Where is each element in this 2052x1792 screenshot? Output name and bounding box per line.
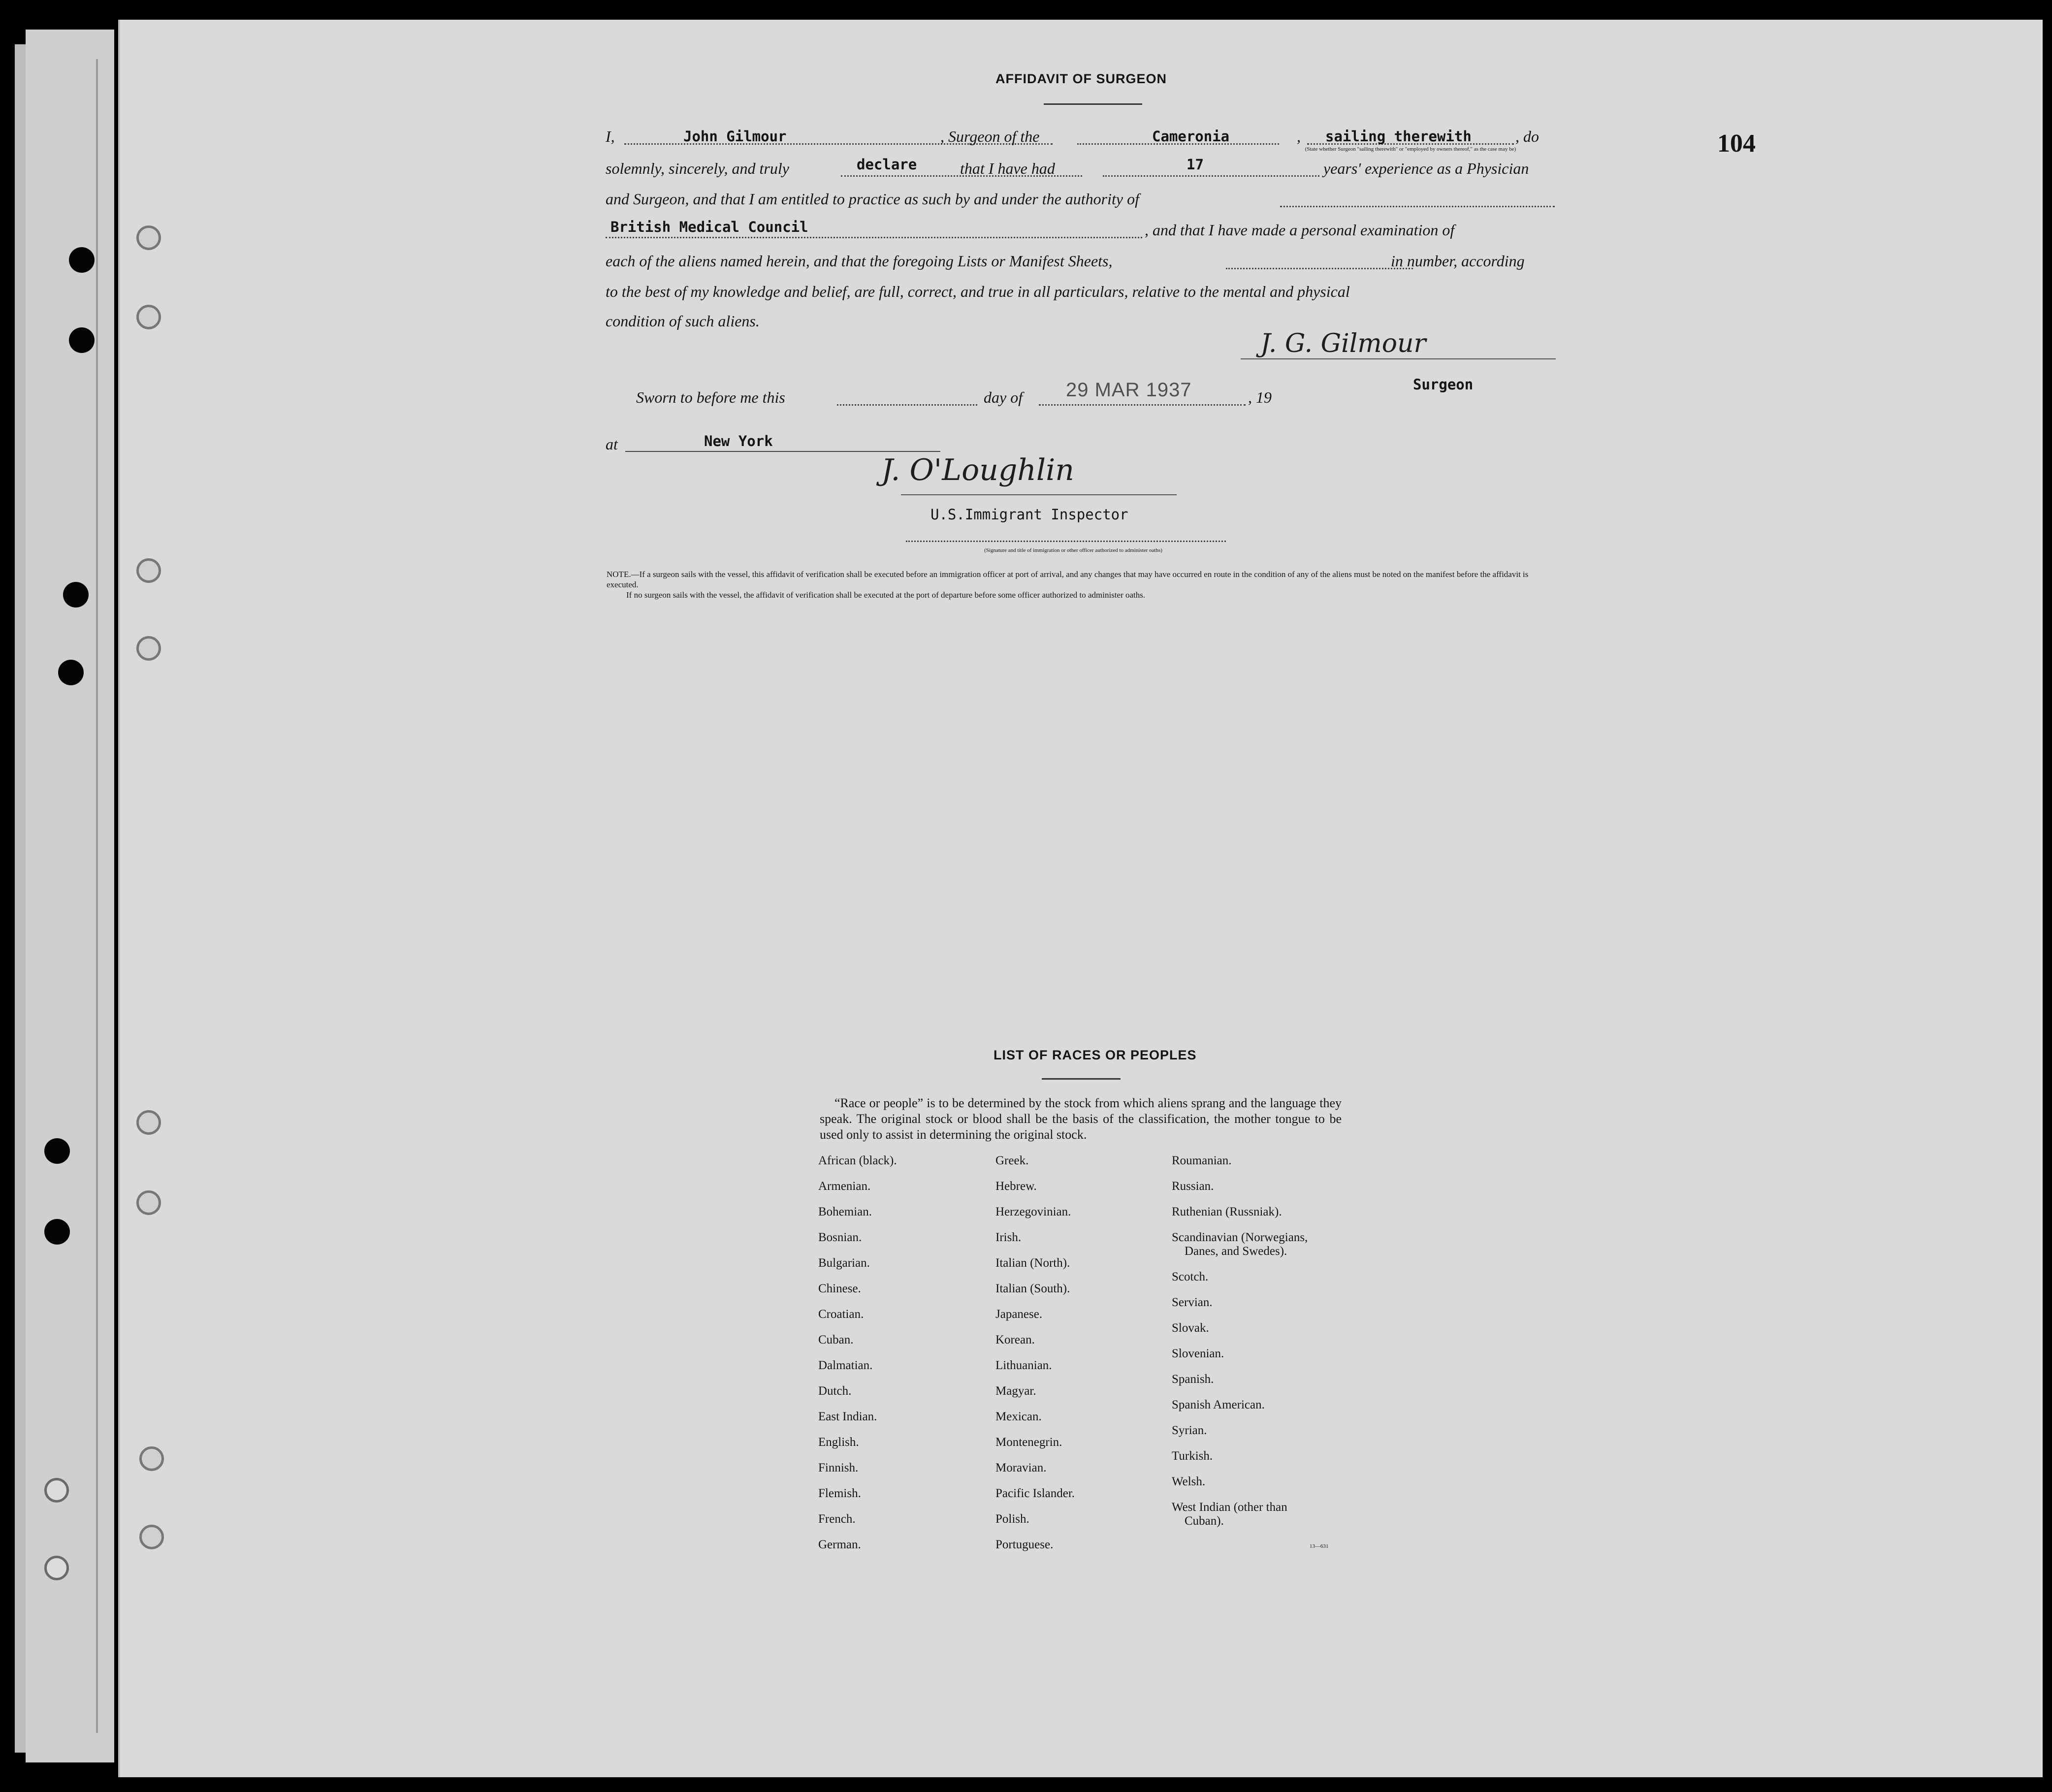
race-item: Finnish. <box>818 1461 859 1474</box>
sheet-count-blank <box>1226 268 1413 269</box>
race-item: Herzegovinian. <box>995 1205 1071 1218</box>
race-item: Cuban. <box>818 1333 854 1346</box>
affidavit-line-5: each of the aliens named herein, and that the foregoing Lists or Manifest Sheets, in number, according <box>606 252 1525 270</box>
races-column-2 <box>995 1153 1075 1563</box>
capacity-note: (State whether Surgeon "sailing therewith" or "employed by owners thereof," as the case may be) <box>1305 146 1516 152</box>
race-item: Magyar. <box>995 1384 1036 1398</box>
title-rule <box>1044 103 1142 105</box>
race-item: Mexican. <box>995 1410 1042 1423</box>
race-item: Flemish. <box>818 1487 861 1500</box>
race-item: Croatian. <box>818 1308 864 1321</box>
race-item: Italian (North). <box>995 1256 1070 1270</box>
race-item: African (black). <box>818 1154 897 1167</box>
affidavit-line-4: British Medical Council , and that I have made a personal examination of <box>606 219 1556 241</box>
affidavit-line-3: and Surgeon, and that I am entitled to practice as such by and under the authority of <box>606 188 1556 210</box>
reinforcement-ring <box>136 225 161 250</box>
affidavit-line-1: I, John Gilmour , Surgeon of the Cameronia , sailing therewith , do (State whether Surgeon "sailing therewith" or "employed by owners thereof," as the case may be) <box>606 126 1556 147</box>
race-item: Chinese. <box>818 1282 861 1295</box>
note-surgeon: NOTE.—If a surgeon sails with the vessel, this affidavit of verification shall be executed before an immigration officer at port of arrival, and any changes that may have occurred en route in the condition of any of the aliens must be noted on the manifest before the affidavit is executed. <box>607 570 1529 589</box>
race-item: Dutch. <box>818 1384 852 1398</box>
punch-hole <box>63 582 89 608</box>
race-item: Lithuanian. <box>995 1359 1052 1372</box>
affidavit-line-2: solemnly, sincerely, and truly declare that I have had 17 years' experience as a Physician <box>606 158 1556 179</box>
years-experience: 17 <box>1186 156 1204 173</box>
race-item: Welsh. <box>1172 1475 1206 1488</box>
race-item: Turkish. <box>1172 1449 1213 1463</box>
punch-hole <box>69 247 95 273</box>
reinforcement-ring <box>139 1446 164 1471</box>
punch-hole <box>44 1138 70 1164</box>
race-item: Bosnian. <box>818 1231 862 1244</box>
race-item: Armenian. <box>818 1180 871 1193</box>
surgeon-label: Surgeon <box>1413 376 1474 393</box>
surgeon-name: John Gilmour <box>683 128 787 145</box>
race-item: Roumanian. <box>1172 1154 1232 1167</box>
binding-crease <box>96 59 98 1733</box>
reinforcement-ring <box>44 1478 69 1503</box>
inspector-title: U.S.Immigrant Inspector <box>930 506 1128 523</box>
reinforcement-ring <box>136 1190 161 1215</box>
at-line: at New York <box>606 433 1556 455</box>
reinforcement-ring <box>136 636 161 661</box>
race-item: Hebrew. <box>995 1180 1037 1193</box>
race-item: Slovenian. <box>1172 1347 1224 1360</box>
race-item: Pacific Islander. <box>995 1487 1075 1500</box>
race-item: Portuguese. <box>995 1538 1054 1551</box>
race-item: Cuban). <box>1185 1514 1224 1528</box>
oath-place: New York <box>704 433 773 449</box>
races-column-1 <box>818 1153 897 1563</box>
race-item: Korean. <box>995 1333 1035 1346</box>
race-item: Scandinavian (Norwegians, <box>1172 1231 1308 1244</box>
race-item: English. <box>818 1436 859 1449</box>
surgeon-signature: J. G. Gilmour <box>1260 329 1426 358</box>
race-item: Italian (South). <box>995 1282 1070 1295</box>
race-item: Moravian. <box>995 1461 1047 1474</box>
punch-hole <box>58 660 84 685</box>
declaration-verb: declare <box>857 156 917 173</box>
race-item: Scotch. <box>1172 1270 1209 1283</box>
race-item: Irish. <box>995 1231 1022 1244</box>
inspector-signature: J. O'Loughlin <box>881 453 1074 487</box>
affidavit-line-6: to the best of my knowledge and belief, are full, correct, and true in all particulars, relative to the mental and physical <box>606 283 1350 300</box>
form-code: 13—631 <box>1310 1543 1329 1549</box>
race-item: Dalmatian. <box>818 1359 873 1372</box>
binding-edge <box>15 44 26 1753</box>
punch-hole <box>69 327 95 353</box>
binding-strip <box>26 30 114 1762</box>
race-item: Servian. <box>1172 1296 1213 1309</box>
reinforcement-ring <box>136 305 161 329</box>
reinforcement-ring <box>139 1525 164 1549</box>
signature-caption: (Signature and title of immigration or other officer authorized to administer oaths) <box>984 547 1162 553</box>
reinforcement-ring <box>44 1556 69 1580</box>
race-item: Ruthenian (Russniak). <box>1172 1205 1282 1218</box>
vessel-name: Cameronia <box>1152 128 1230 145</box>
races-rule <box>1042 1078 1121 1080</box>
race-item: Russian. <box>1172 1180 1214 1193</box>
punch-hole <box>44 1219 70 1245</box>
races-title: LIST OF RACES OR PEOPLES <box>994 1048 1197 1062</box>
races-intro: “Race or people” is to be determined by the stock from which aliens sprang and the language they speak. The original stock or blood shall be the basis of the classification, the mother tongue to be used only to assist in determining the original stock. <box>820 1096 1342 1142</box>
race-item: German. <box>818 1538 861 1551</box>
race-item: East Indian. <box>818 1410 877 1423</box>
sworn-line: Sworn to before me this day of , 19 <box>636 388 1272 406</box>
race-item: Spanish American. <box>1172 1398 1265 1411</box>
race-item: Spanish. <box>1172 1373 1214 1386</box>
races-column-3 <box>1172 1153 1308 1529</box>
race-item: Syrian. <box>1172 1424 1207 1437</box>
race-item: West Indian (other than <box>1172 1501 1287 1514</box>
race-item: Bohemian. <box>818 1205 872 1218</box>
race-item: Danes, and Swedes). <box>1185 1245 1287 1258</box>
race-item: French. <box>818 1512 856 1526</box>
race-item: Bulgarian. <box>818 1256 870 1270</box>
reinforcement-ring <box>136 558 161 583</box>
date-stamp: 29 MAR 1937 <box>1066 379 1192 401</box>
race-item: Slovak. <box>1172 1321 1209 1335</box>
affidavit-line-7: condition of such aliens. <box>606 312 760 330</box>
race-item: Montenegrin. <box>995 1436 1062 1449</box>
race-item: Polish. <box>995 1512 1029 1526</box>
note-no-surgeon: If no surgeon sails with the vessel, the affidavit of verification shall be executed at the port of departure before some officer authorized to administer oaths. <box>626 590 1146 600</box>
surgeon-capacity: sailing therewith <box>1325 128 1472 145</box>
race-item: Japanese. <box>995 1308 1043 1321</box>
reinforcement-ring <box>136 1110 161 1135</box>
affidavit-title: AFFIDAVIT OF SURGEON <box>995 71 1167 86</box>
race-item: Greek. <box>995 1154 1029 1167</box>
licensing-authority: British Medical Council <box>610 219 808 235</box>
page-number: 104 <box>1717 129 1756 158</box>
